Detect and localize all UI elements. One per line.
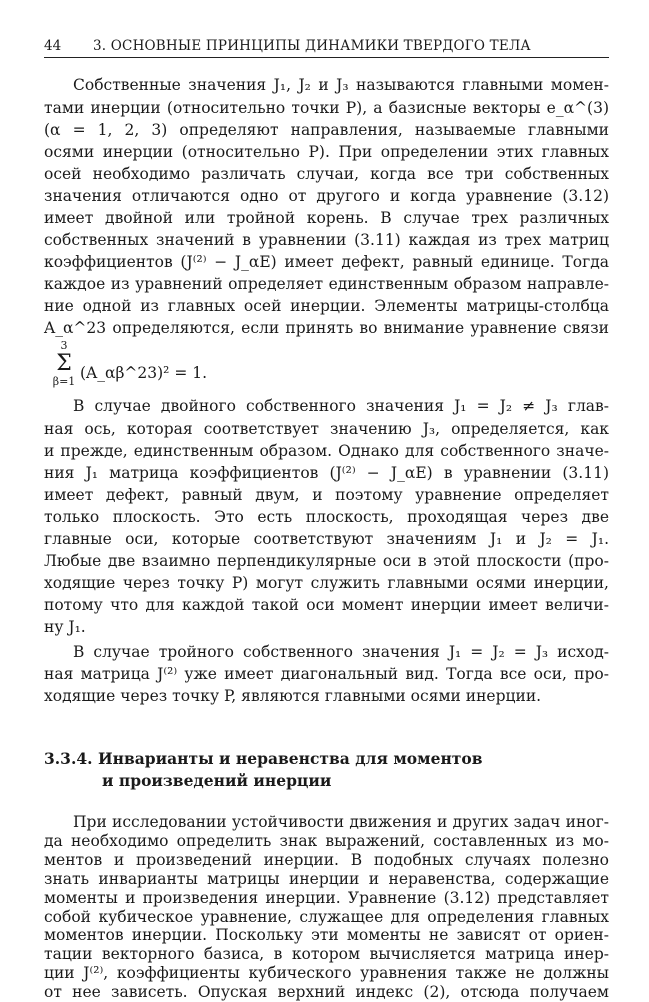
text-line: A_α^23 определяются, если принять во внимание уравнение связи: [44, 319, 609, 337]
text-line: собственных значений в уравнении (3.11) каждая из трех матриц: [44, 231, 609, 249]
text-line: ние одной из главных осей инерции. Элементы матрицы-столбца: [44, 297, 609, 315]
text-line: В случае двойного собственного значения J₁ = J₂ ≠ J₃ глав-: [73, 397, 609, 415]
text-line: моментов инерции. Поскольку эти моменты не зависят от ориен-: [44, 926, 609, 945]
text-line: осями инерции (относительно P). При определении этих главных: [44, 143, 609, 161]
text-line: ния J₁ матрица коэффициентов (J⁽²⁾ − J_αE) в уравнении (3.11): [44, 464, 609, 482]
text-line: и прежде, единственным образом. Однако для собственного значе-: [44, 442, 609, 460]
sum-lower-limit: β=1: [52, 375, 76, 388]
text-line: ходящие через точку P, являются главными осями инерции.: [44, 687, 542, 705]
section-heading: [44, 749, 483, 769]
text-line: При исследовании устойчивости движения и других задач иног-: [73, 813, 609, 831]
section-title-line1: Инварианты и неравенства для моментов: [97, 749, 483, 768]
text-line: имеет дефект, равный двум, и поэтому уравнение определяет: [44, 486, 609, 504]
text-line: ну J₁.: [44, 618, 86, 636]
text-line: ходящие через точку P) могут служить главными осями инерции,: [44, 574, 609, 592]
text-line: да необходимо определить знак выражений, составленных из мо-: [44, 831, 609, 850]
text-line: В случае тройного собственного значения J₁ = J₂ = J₃ исход-: [73, 643, 609, 661]
text-line: главные оси, которые соответствуют значениям J₁ и J₂ = J₁.: [44, 530, 609, 548]
text-line: ментов и произведений инерции. В подобных случаях полезно: [44, 850, 609, 869]
text-line: каждое из уравнений определяет единственным образом направле-: [44, 275, 609, 293]
text-line: собой кубическое уравнение, служащее для определения главных: [44, 907, 609, 926]
text-line: ции J⁽²⁾, коэффициенты кубического уравнения также не должны: [44, 964, 609, 983]
text-line: имеет двойной или тройной корень. В случае трех различных: [44, 209, 609, 227]
text-line: ная ось, которая соответствует значению J₃, определяется, как: [44, 420, 609, 438]
text-line: моменты и произведения инерции. Уравнение (3.12) представляет: [44, 888, 609, 907]
text-line: потому что для каждой такой оси момент инерции имеет величи-: [44, 596, 609, 614]
sigma-symbol: Σ: [56, 351, 72, 376]
text-line: (α = 1, 2, 3) определяют направления, называемые главными: [44, 121, 609, 139]
sum-upper-limit: 3: [60, 339, 68, 352]
text-line: Собственные значения J₁, J₂ и J₃ называются главными момен-: [73, 76, 609, 94]
running-header: [44, 37, 609, 58]
running-title: 3. ОСНОВНЫЕ ПРИНЦИПЫ ДИНАМИКИ ТВЕРДОГО ТЕЛА: [93, 38, 531, 54]
text-line: тами инерции (относительно точки P), а базисные векторы e_α^(3): [44, 99, 609, 117]
text-line: осей необходимо различать случаи, когда все три собственных: [44, 165, 609, 183]
text-line: только плоскость. Это есть плоскость, проходящая через две: [44, 508, 609, 526]
text-line: тации векторного базиса, в котором вычисляется матрица инер-: [44, 945, 609, 964]
sum-equation-body: (A_αβ^23)² = 1.: [80, 364, 208, 382]
section-number: 3.3.4.: [44, 749, 93, 768]
page-number: 44: [44, 38, 62, 54]
section-title-line2: и произведений инерции: [102, 771, 332, 790]
text-line: Любые две взаимно перпендикулярные оси в этой плоскости (про-: [44, 552, 609, 570]
text-line: коэффициентов (J⁽²⁾ − J_αE) имеет дефект, равный единице. Тогда: [44, 253, 609, 271]
text-line: значения отличаются одно от другого и когда уравнение (3.12): [44, 187, 609, 205]
text-line: от нее зависеть. Опуская верхний индекс (2), отсюда получаем: [44, 983, 609, 1002]
text-line: знать инварианты матрицы инерции и неравенства, содержащие: [44, 869, 609, 888]
text-line: ная матрица J⁽²⁾ уже имеет диагональный вид. Тогда все оси, про-: [44, 665, 609, 683]
